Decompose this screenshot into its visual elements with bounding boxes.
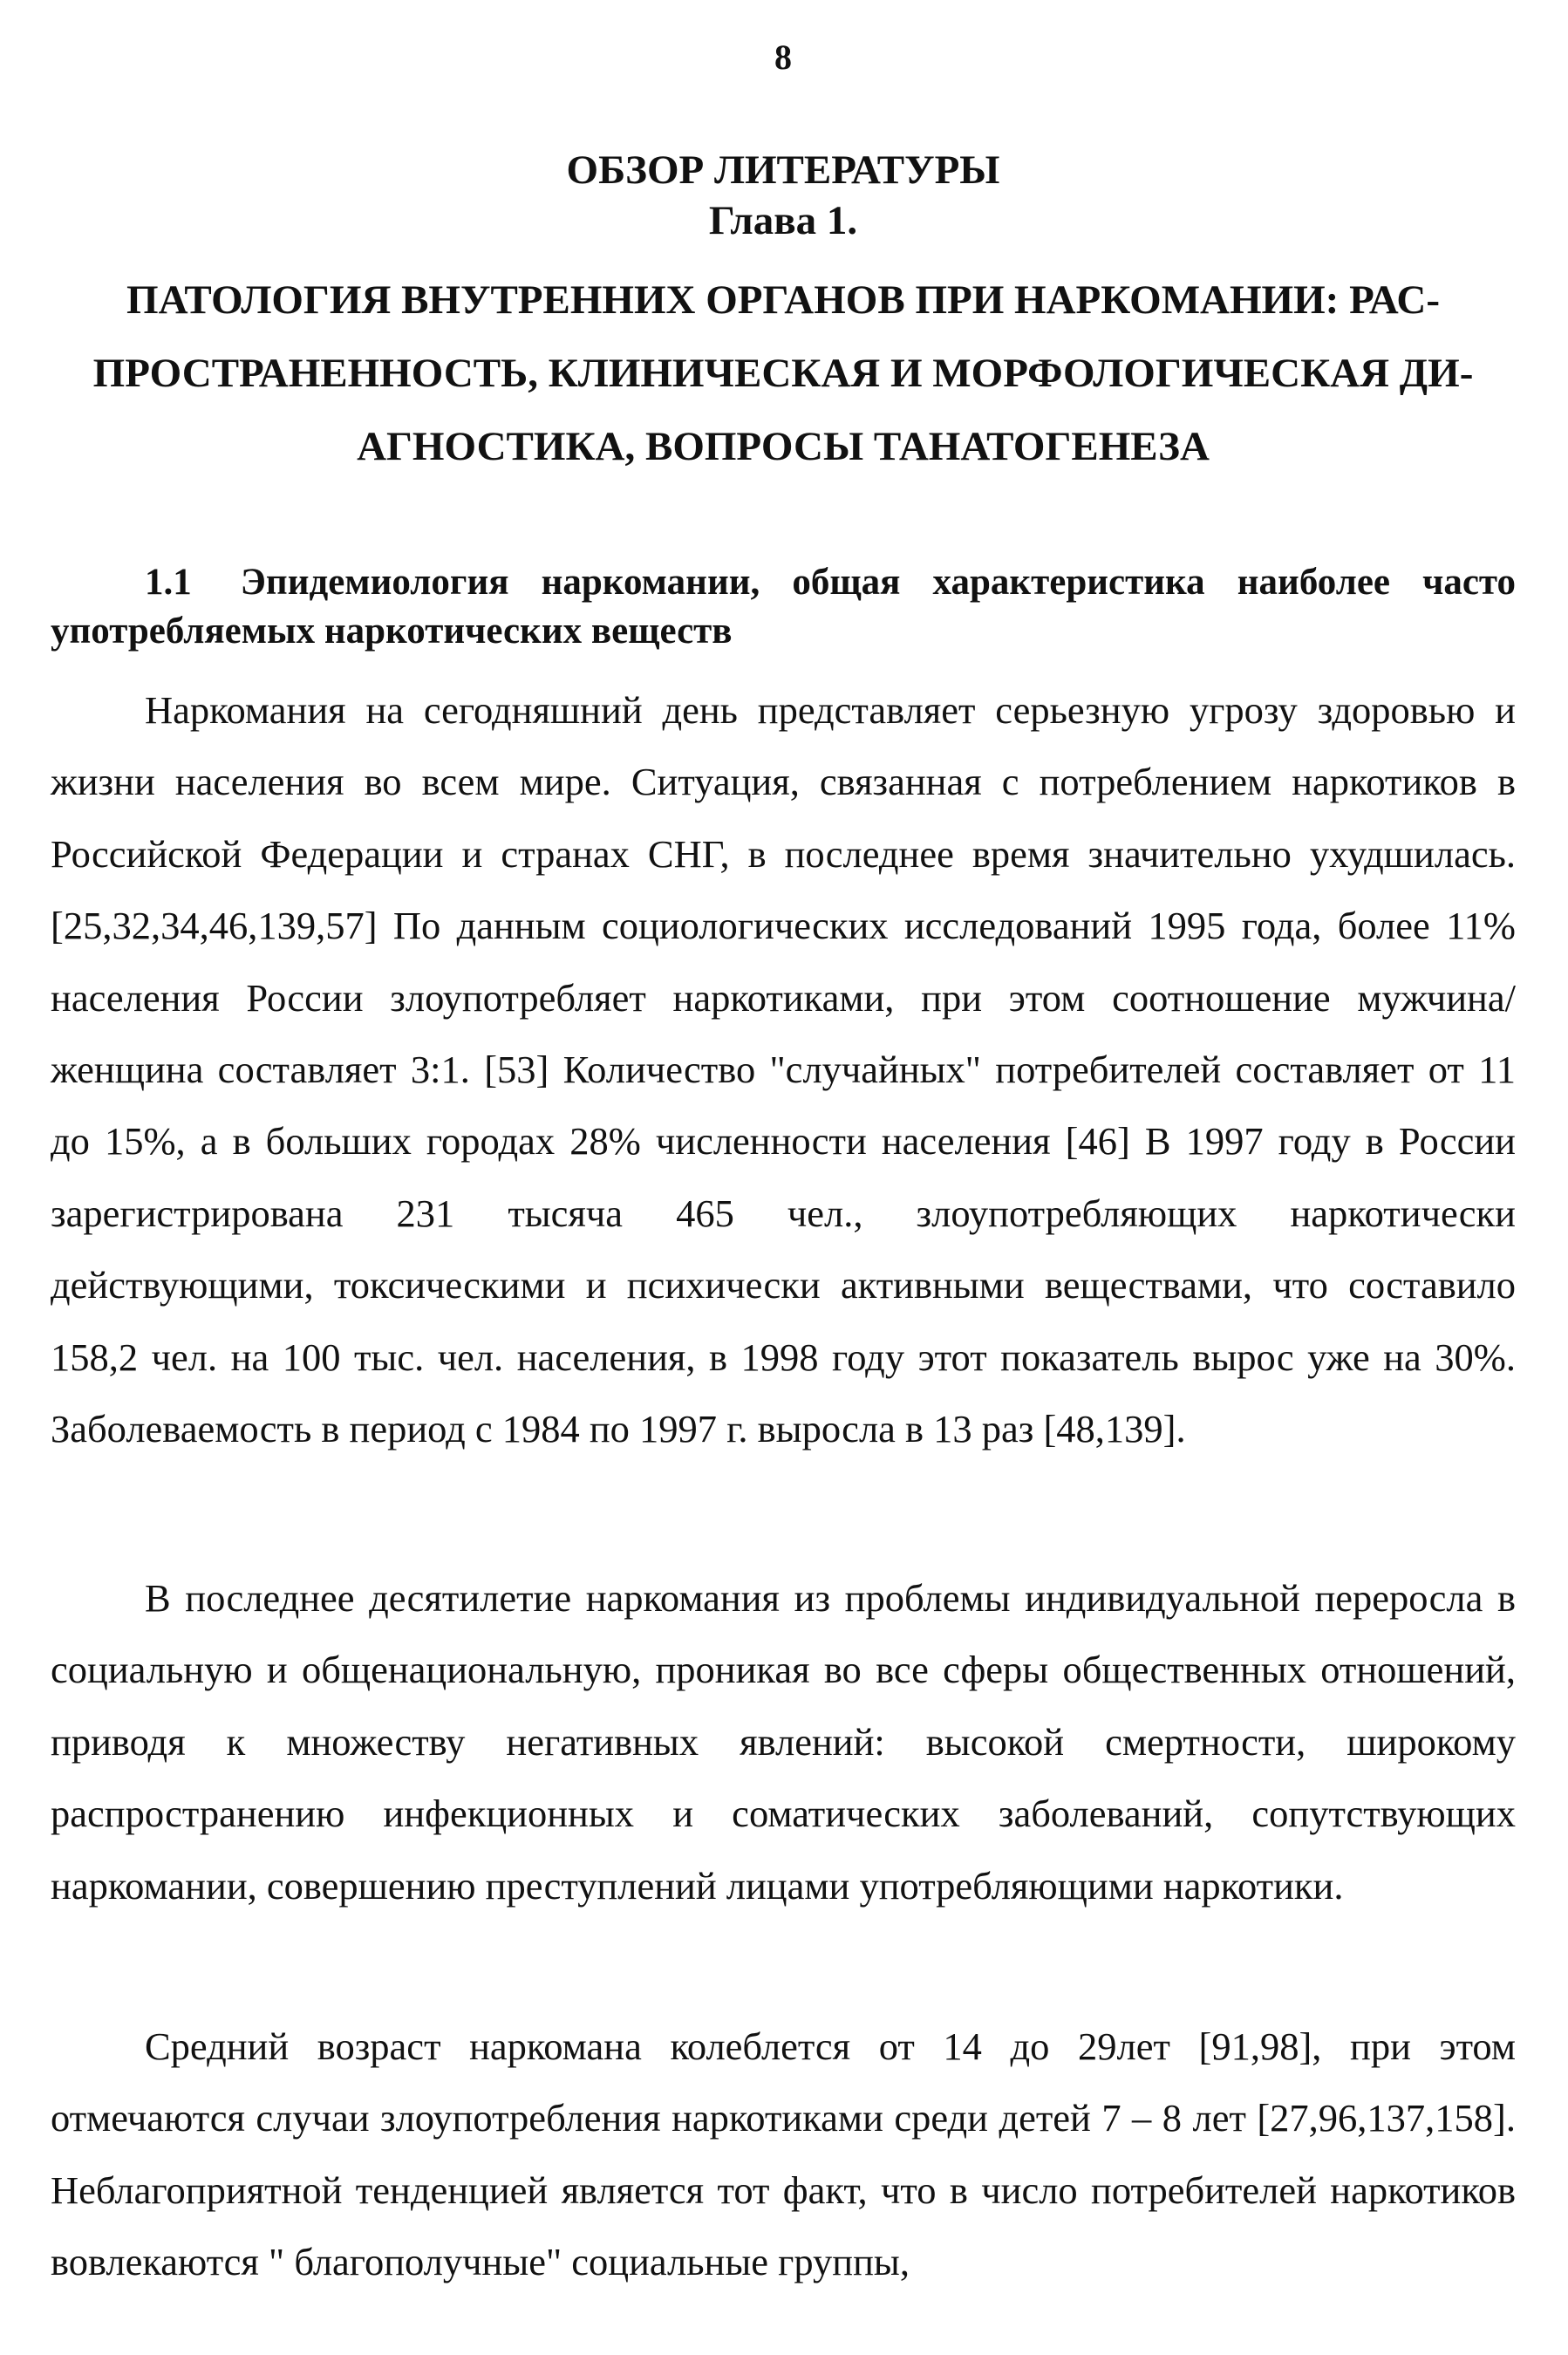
page-number: 8 xyxy=(774,38,792,77)
section-heading xyxy=(51,558,1516,656)
section-number: 1.1 xyxy=(145,562,192,603)
overview-heading: ОБЗОР ЛИТЕРАТУРЫ xyxy=(566,147,1000,193)
section-title: Эпидемиология наркомании, общая характеристика наиболее часто употребляемых наркотических веществ xyxy=(51,562,1516,652)
body-paragraph-3: Средний возраст наркомана колеблется от 14 до 29лет [91,98], при этом отмечаются случаи злоупотребления наркотиками среди детей 7 – 8 лет [27,96,137,158]. Неблагоприятной тенденцией является тот факт, что в число потребителей наркотиков вовлекаются " благополучные" социальные группы, xyxy=(51,2024,1516,2284)
chapter-title: ПАТОЛОГИЯ ВНУТРЕННИХ ОРГАНОВ ПРИ НАРКОМАНИИ: РАС-ПРОСТРАНЕННОСТЬ, КЛИНИЧЕСКАЯ И МОРФОЛОГИЧЕСКАЯ ДИ-АГНОСТИКА, ВОПРОСЫ ТАНАТОГЕНЕЗА xyxy=(92,277,1474,469)
body-paragraph-1: Наркомания на сегодняшний день представляет серьезную угрозу здоровью и жизни населения во всем мире. Ситуация, связанная с потреблением наркотиков в Российской Федерации и странах СНГ, в последнее время значительно ухудшилась. [25,32,34,46,139,57] По данным социологических исследований 1995 года, более 11% населения России злоупотребляет наркотиками, при этом соотношение мужчина/женщина составляет 3:1. [53] Количество "случайных" потребителей составляет от 11 до 15%, а в больших городах 28% численности населения [46] В 1997 году в России зарегистрирована 231 тысяча 465 чел., злоупотребляющих наркотически действующими, токсическими и психически активными веществами, что составило 158,2 чел. на 100 тыс. чел. населения, в 1998 году этот показатель вырос уже на 30%. Заболеваемость в период с 1984 по 1997 г. выросла в 13 раз [48,139]. xyxy=(51,688,1516,1451)
body-paragraph-2: В последнее десятилетие наркомания из проблемы индивидуальной переросла в социальную и общенациональную, проникая во все сферы общественных отношений, приводя к множеству негативных явлений: высокой смертности, широкому распространению инфекционных и соматических заболеваний, сопутствующих наркомании, совершению преступлений лицами употребляющими наркотики. xyxy=(51,1576,1516,1908)
chapter-label: Глава 1. xyxy=(708,198,858,243)
